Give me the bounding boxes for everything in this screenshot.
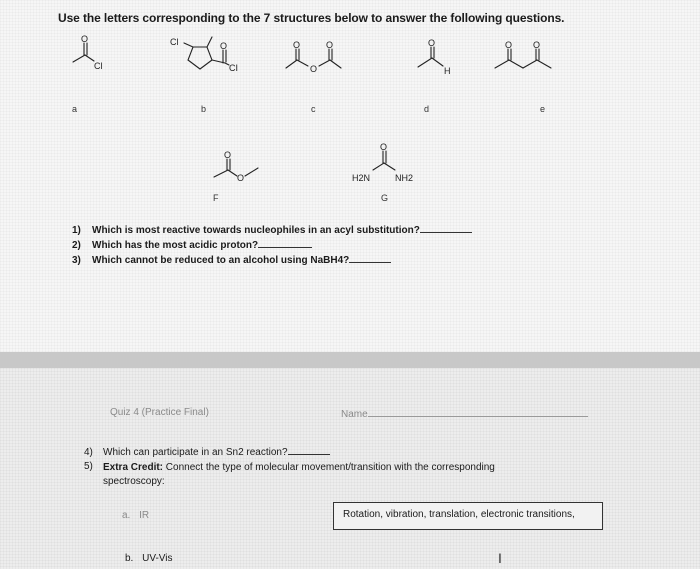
options-box[interactable]: Rotation, vibration, translation, electronic transitions, (333, 502, 603, 530)
atom-h2n-g: H2N (352, 173, 371, 183)
structure-G (373, 151, 395, 170)
extra-credit-label: Extra Credit: (103, 462, 164, 473)
atom-o-f2: O (237, 173, 245, 183)
label-G: G (381, 193, 389, 203)
atom-o-c1: O (293, 40, 301, 50)
item-a-marker: a. (122, 510, 131, 521)
page-gap (0, 352, 700, 368)
question-2-number: 2) (72, 240, 81, 251)
atom-o-c3: O (310, 64, 318, 74)
question-1-number: 1) (72, 225, 81, 236)
label-F: F (213, 193, 219, 203)
atom-cl-b2: CI (229, 63, 238, 73)
item-b-text: UV-Vis (142, 553, 173, 564)
question-1-text: Which is most reactive towards nucleophiles in an acyl substitution? (92, 225, 420, 236)
label-b: b (201, 104, 207, 114)
question-3-number: 3) (72, 255, 81, 266)
question-3 (72, 253, 391, 266)
quiz-title: Quiz 4 (Practice Final) (110, 407, 209, 418)
label-c: c (311, 104, 316, 114)
atom-o-d: O (428, 38, 436, 48)
structure-F (214, 159, 258, 177)
answer-blank-1[interactable] (420, 223, 472, 233)
structure-e (495, 49, 551, 68)
answer-blank-2[interactable] (258, 238, 312, 248)
label-e: e (540, 104, 546, 114)
atom-cl-a: Cl (94, 61, 103, 71)
atom-h-d: H (444, 66, 451, 76)
atom-o-a: O (81, 34, 89, 44)
label-d: d (424, 104, 430, 114)
structure-a (73, 43, 94, 62)
question-5 (84, 461, 554, 489)
question-4 (84, 445, 330, 458)
atom-o-e2: O (533, 40, 541, 50)
question-1 (72, 223, 472, 236)
item-b-marker: b. (125, 553, 134, 564)
item-a-text: IR (139, 510, 150, 521)
atom-o-b: O (220, 41, 228, 51)
question-2 (72, 238, 312, 251)
name-blank[interactable] (368, 407, 588, 417)
question-5-text: Connect the type of molecular movement/transition with the corresponding spectroscopy: (103, 462, 495, 487)
answer-blank-4[interactable] (288, 445, 330, 455)
label-a: a (72, 104, 78, 114)
question-4-text: Which can participate in an Sn2 reaction? (103, 447, 288, 458)
answer-blank-3[interactable] (349, 253, 391, 263)
atom-o-c2: O (326, 40, 334, 50)
atom-cl-b1: Cl (170, 37, 179, 47)
structure-d (418, 47, 443, 67)
atom-o-g: O (380, 142, 388, 152)
spectroscopy-item-ir (122, 510, 149, 521)
instructions: Use the letters corresponding to the 7 structures below to answer the following questions. (58, 11, 565, 25)
question-2-text: Which has the most acidic proton? (92, 240, 259, 251)
atom-o-e1: O (505, 40, 513, 50)
text-cursor-icon: I (498, 550, 502, 566)
question-3-text: Which cannot be reduced to an alcohol using NaBH4? (92, 255, 350, 266)
question-5-number: 5) (84, 461, 93, 472)
question-4-number: 4) (84, 447, 93, 458)
atom-o-f1: O (224, 150, 232, 160)
atom-nh2-g: NH2 (395, 173, 414, 183)
spectroscopy-item-uvvis (125, 553, 173, 564)
name-field[interactable] (341, 407, 588, 420)
name-label: Name (341, 409, 368, 420)
